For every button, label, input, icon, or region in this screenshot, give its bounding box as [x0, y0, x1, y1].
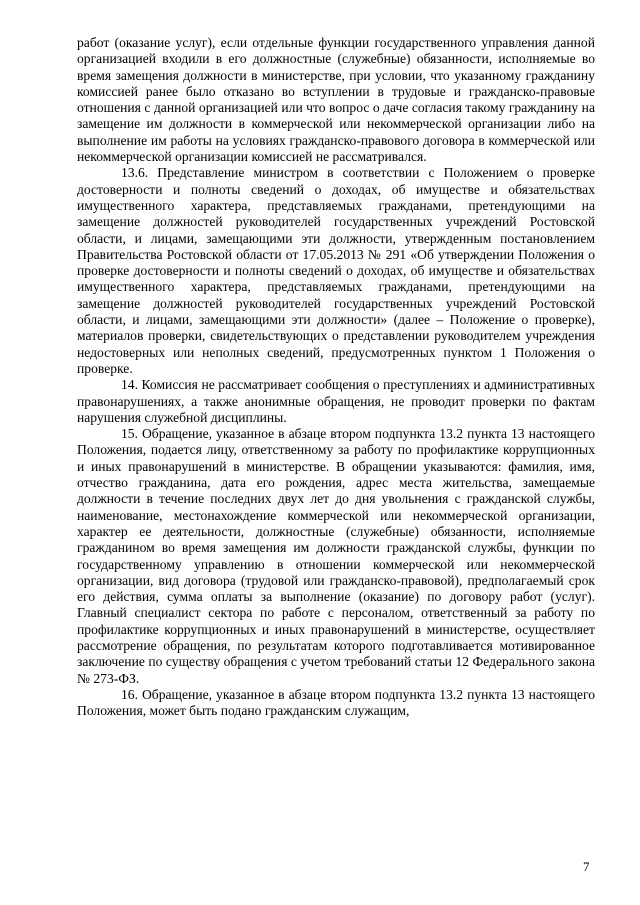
paragraph-13-6: 13.6. Представление министром в соответствии с Положением о проверке достоверности и полноты сведений о доходах, об имуществе и обязательствах имущественного характера, представляемых гражданами, претендующими на замещение должностей руководителей государственных учреждений Ростовской области, и лицами, замещающими эти должности, утвержденным постановлением Правительства Ростовской области от 17.05.2013 № 291 «Об утверждении Положения о проверке достоверности и полноты сведений о доходах, об имуществе и обязательствах имущественного характера, представляемых гражданами, претендующими на замещение должностей руководителей государственных учреждений Ростовской области, и лицами, замещающими эти должности» (далее – Положение о проверке), материалов проверки, свидетельствующих о представлении руководителем учреждения недостоверных или неполных сведений, предусмотренных пунктом 1 Положения о проверке. — [77, 165, 595, 376]
document-page — [77, 35, 595, 719]
paragraph-continuation: работ (оказание услуг), если отдельные функции государственного управления данной организацией входили в его должностные (служебные) обязанности, исполняемые во время замещения должности в министерстве, при условии, что указанному гражданину комиссией ранее было отказано во вступлении в трудовые и гражданско-правовые отношения с данной организацией или что вопрос о даче согласия такому гражданину на замещение им должности в коммерческой или некоммерческой организации либо на выполнение им работы на условиях гражданско-правового договора в коммерческой или некоммерческой организации комиссией не рассматривался. — [77, 35, 595, 165]
paragraph-15: 15. Обращение, указанное в абзаце втором подпункта 13.2 пункта 13 настоящего Положения, подается лицу, ответственному за работу по профилактике коррупционных и иных правонарушений в министерстве. В обращении указываются: фамилия, имя, отчество гражданина, дата его рождения, адрес места жительства, замещаемые должности в течение последних двух лет до дня увольнения с гражданской службы, наименование, местонахождение коммерческой или некоммерческой организации, характер ее деятельности, должностные (служебные) обязанности, исполняемые гражданином во время замещения им должности гражданской службы, функции по государственному управлению в отношении коммерческой или некоммерческой организации, вид договора (трудовой или гражданско-правовой), предполагаемый срок его действия, сумма оплаты за выполнение (оказание) по договору работ (услуг). Главный специалист сектора по работе с персоналом, ответственный за работу по профилактике коррупционных и иных правонарушений в министерстве, осуществляет рассмотрение обращения, по результатам которого подготавливается мотивированное заключение по существу обращения с учетом требований статьи 12 Федерального закона № 273-ФЗ. — [77, 426, 595, 686]
page-number: 7 — [583, 859, 590, 874]
paragraph-14: 14. Комиссия не рассматривает сообщения о преступлениях и административных правонарушениях, а также анонимные обращения, не проводит проверки по фактам нарушения служебной дисциплины. — [77, 377, 595, 425]
paragraph-16: 16. Обращение, указанное в абзаце втором подпункта 13.2 пункта 13 настоящего Положения, может быть подано гражданским служащим, — [77, 686, 595, 719]
